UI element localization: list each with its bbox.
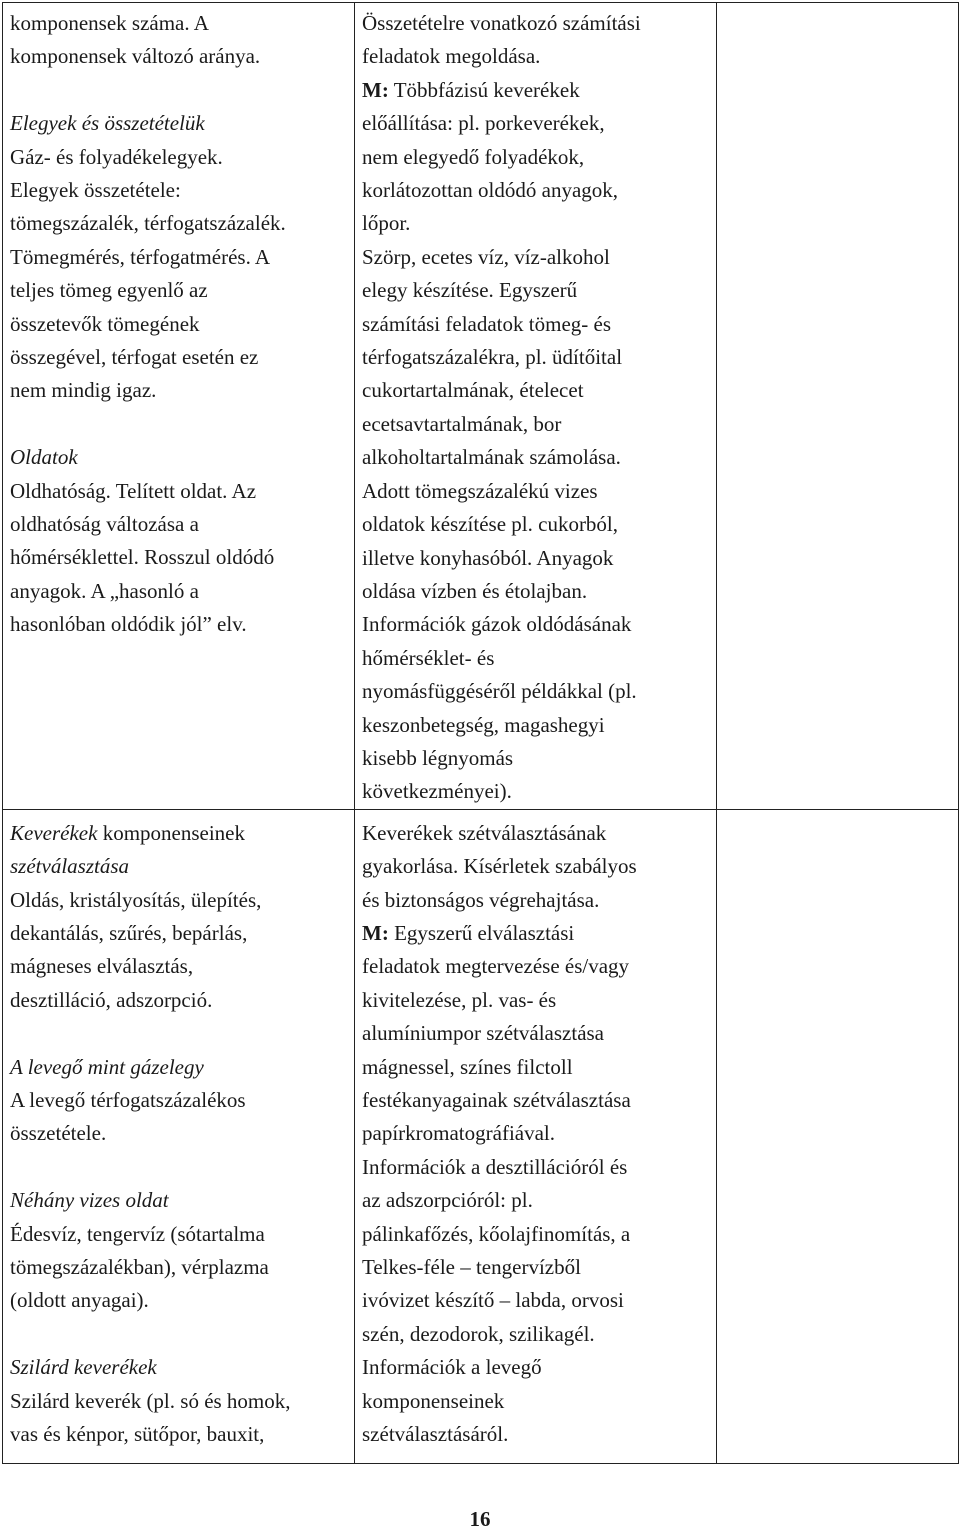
- line-text: komponenseinek: [362, 1388, 505, 1413]
- text-line: [362, 1117, 709, 1150]
- text-line: [362, 274, 709, 307]
- text-line: [10, 1284, 347, 1317]
- text-line: [362, 341, 709, 374]
- text-line: [10, 1251, 347, 1284]
- line-text: szétválasztásáról.: [362, 1422, 509, 1447]
- line-text: mágneses elválasztás,: [10, 954, 194, 979]
- text-line: [362, 374, 709, 407]
- line-text: Többfázisú keverékek: [388, 77, 580, 102]
- text-line: [362, 917, 709, 950]
- line-text: Információk a desztillációról és: [362, 1154, 628, 1179]
- text-line: [362, 850, 709, 883]
- curriculum-table: [2, 2, 959, 1464]
- line-text: lőpor.: [362, 211, 411, 236]
- line-text: következményei).: [362, 779, 512, 804]
- section-heading: [10, 1051, 347, 1084]
- line-text: A levegő mint gázelegy: [10, 1054, 204, 1079]
- page-number: 16: [469, 1507, 491, 1531]
- line-text: Oldatok: [10, 445, 78, 470]
- table-row: [3, 3, 959, 810]
- content-text: [3, 810, 354, 1452]
- text-line: [10, 40, 347, 73]
- line-text: alkoholtartalmának számolása.: [362, 445, 621, 470]
- activities-cell: [355, 809, 717, 1463]
- line-text: anyagok. A „hasonló a: [10, 578, 199, 603]
- text-line: [10, 575, 347, 608]
- content-cell: [3, 809, 355, 1463]
- blank-line: [10, 408, 347, 441]
- text-line: [362, 1184, 709, 1217]
- line-text: tömegszázalék, térfogatszázalék.: [10, 211, 286, 236]
- text-line: [10, 174, 347, 207]
- empty-cell: [717, 809, 959, 1463]
- text-line: [10, 374, 347, 407]
- line-text: Információk a levegő: [362, 1355, 542, 1380]
- text-line: [362, 1051, 709, 1084]
- line-text: előállítása: pl. porkeverékek,: [362, 111, 605, 136]
- line-text: kivitelezése, pl. vas- és: [362, 987, 557, 1012]
- line-text: desztilláció, adszorpció.: [10, 987, 213, 1012]
- line-text: összegével, térfogat esetén ez: [10, 345, 259, 370]
- line-text: ecetsavtartalmának, bor: [362, 411, 562, 436]
- line-text: Információk gázok oldódásának: [362, 612, 632, 637]
- line-text: Adott tömegszázalékú vizes: [362, 478, 598, 503]
- line-text: feladatok megtervezése és/vagy: [362, 954, 630, 979]
- line-text: Gáz- és folyadékelegyek.: [10, 144, 223, 169]
- text-line: [362, 408, 709, 441]
- line-text: tömegszázalékban), vérplazma: [10, 1255, 269, 1279]
- text-line: [362, 742, 709, 775]
- text-line: [10, 1218, 347, 1251]
- blank-line: [10, 1017, 347, 1050]
- line-text: Összetételre vonatkozó számítási: [362, 11, 641, 35]
- text-line: [362, 817, 709, 850]
- text-line: [362, 74, 709, 107]
- line-text: szén, dezodorok, szilikagél.: [362, 1321, 595, 1346]
- text-line: [10, 884, 347, 917]
- text-line: [362, 608, 709, 641]
- line-text: nem mindig igaz.: [10, 378, 157, 403]
- text-line: [362, 1351, 709, 1384]
- text-line: [10, 7, 347, 40]
- section-heading: [10, 441, 347, 474]
- activities-text: [355, 3, 716, 809]
- line-text: komponensek száma. A: [10, 11, 209, 35]
- text-line: [10, 141, 347, 174]
- blank-line: [10, 1318, 347, 1351]
- line-text: dekantálás, szűrés, bepárlás,: [10, 920, 248, 945]
- line-text: komponensek változó aránya.: [10, 44, 261, 69]
- text-line: [10, 917, 347, 950]
- section-heading: [10, 1184, 347, 1217]
- line-text: festékanyagainak szétválasztása: [362, 1088, 631, 1112]
- line-text: vas és kénpor, sütőpor, bauxit,: [10, 1422, 265, 1447]
- line-text: ivóvizet készítő – labda, orvosi: [362, 1288, 624, 1313]
- line-text: feladatok megoldása.: [362, 44, 541, 69]
- section-heading: [10, 1351, 347, 1384]
- table-row: [3, 809, 959, 1463]
- line-text: korlátozottan oldódó anyagok,: [362, 178, 619, 203]
- text-line: [362, 1084, 709, 1117]
- text-line: [10, 207, 347, 240]
- line-text: gyakorlása. Kísérletek szabályos: [362, 854, 637, 879]
- activities-cell: [355, 3, 717, 810]
- line-text: Szilárd keverék (pl. só és homok,: [10, 1388, 291, 1413]
- line-text: hasonlóban oldódik jól” elv.: [10, 612, 247, 637]
- text-line: [10, 241, 347, 274]
- line-text: Elegyek összetétele:: [10, 178, 181, 203]
- section-heading: Keverékek: [10, 820, 98, 845]
- text-line: [362, 1251, 709, 1284]
- content-cell: [3, 3, 355, 810]
- text-line: [362, 40, 709, 73]
- line-text: pálinkafőzés, kőolajfinomítás, a: [362, 1221, 631, 1246]
- text-line: [10, 341, 347, 374]
- bold-label: M:: [362, 920, 389, 945]
- text-line: [362, 207, 709, 240]
- line-text: Oldhatóság. Telített oldat. Az: [10, 478, 257, 503]
- text-line: [362, 1151, 709, 1184]
- text-line: [10, 608, 347, 641]
- text-line: [362, 508, 709, 541]
- activities-text: [355, 810, 716, 1452]
- line-text: Egyszerű elválasztási: [388, 920, 575, 945]
- line-text: Édesvíz, tengervíz (sótartalma: [10, 1221, 265, 1246]
- line-text: komponenseinek: [97, 820, 245, 845]
- text-line: [362, 542, 709, 575]
- line-text: cukortartalmának, ételecet: [362, 378, 584, 403]
- text-line: [10, 274, 347, 307]
- line-text: elegy készítése. Egyszerű: [362, 278, 578, 303]
- line-text: térfogatszázalékra, pl. üdítőital: [362, 345, 623, 370]
- text-line: [362, 675, 709, 708]
- text-line: [10, 508, 347, 541]
- line-text: illetve konyhasóból. Anyagok: [362, 545, 614, 570]
- text-line: [362, 241, 709, 274]
- text-line: [362, 775, 709, 808]
- empty-cell: [717, 3, 959, 810]
- line-text: hőmérséklet- és: [362, 645, 495, 670]
- line-text: nem elegyedő folyadékok,: [362, 144, 585, 169]
- line-text: kisebb légnyomás: [362, 745, 514, 770]
- text-line: [10, 475, 347, 508]
- line-text: (oldott anyagai).: [10, 1288, 149, 1313]
- line-text: papírkromatográfiával.: [362, 1121, 555, 1146]
- line-text: oldatok készítése pl. cukorból,: [362, 512, 619, 537]
- text-line: [362, 1017, 709, 1050]
- content-text: [3, 3, 354, 642]
- blank-line: [10, 1151, 347, 1184]
- bold-label: M:: [362, 77, 389, 102]
- text-line: [10, 1117, 347, 1150]
- text-line: [362, 1318, 709, 1351]
- line-text: oldása vízben és étolajban.: [362, 578, 588, 603]
- line-text: és biztonságos végrehajtása.: [362, 887, 600, 912]
- text-line: [362, 475, 709, 508]
- text-line: [362, 441, 709, 474]
- text-line: [362, 1418, 709, 1451]
- line-text: Néhány vizes oldat: [10, 1188, 169, 1213]
- line-text: nyomásfüggéséről példákkal (pl.: [362, 679, 637, 704]
- section-heading: [10, 107, 347, 140]
- text-line: [362, 642, 709, 675]
- text-line: [362, 575, 709, 608]
- line-text: Tömegmérés, térfogatmérés. A: [10, 244, 271, 269]
- line-text: Oldás, kristályosítás, ülepítés,: [10, 887, 262, 912]
- text-line: [362, 107, 709, 140]
- line-text: számítási feladatok tömeg- és: [362, 311, 611, 336]
- line-text: szétválasztása: [10, 854, 130, 879]
- text-line: [10, 541, 347, 574]
- text-line: [362, 7, 709, 40]
- line-text: keszonbetegség, magashegyi: [362, 712, 605, 737]
- text-line: [362, 308, 709, 341]
- text-line: [10, 1418, 347, 1451]
- text-line: [10, 817, 347, 850]
- text-line: [362, 1284, 709, 1317]
- text-line: [362, 709, 709, 742]
- line-text: teljes tömeg egyenlő az: [10, 278, 208, 303]
- line-text: Szörp, ecetes víz, víz-alkohol: [362, 244, 610, 269]
- text-line: [362, 1218, 709, 1251]
- text-line: [10, 950, 347, 983]
- line-text: alumíniumpor szétválasztása: [362, 1021, 605, 1046]
- text-line: [10, 1084, 347, 1117]
- text-line: [362, 884, 709, 917]
- line-text: A levegő térfogatszázalékos: [10, 1087, 246, 1112]
- text-line: [362, 174, 709, 207]
- line-text: mágnessel, színes filctoll: [362, 1054, 573, 1079]
- section-heading: [10, 850, 347, 883]
- line-text: összetétele.: [10, 1121, 107, 1146]
- text-line: [362, 141, 709, 174]
- text-line: [10, 308, 347, 341]
- line-text: Keverékek szétválasztásának: [362, 820, 607, 845]
- line-text: összetevők tömegének: [10, 311, 200, 336]
- blank-line: [10, 74, 347, 107]
- text-line: [362, 984, 709, 1017]
- line-text: az adszorpcióról: pl.: [362, 1188, 533, 1213]
- text-line: [362, 950, 709, 983]
- line-text: Telkes-féle – tengervízből: [362, 1255, 581, 1280]
- text-line: [362, 1385, 709, 1418]
- line-text: Elegyek és összetételük: [10, 111, 205, 136]
- line-text: hőmérséklettel. Rosszul oldódó: [10, 545, 275, 570]
- text-line: [10, 1385, 347, 1418]
- text-line: [10, 984, 347, 1017]
- line-text: oldhatóság változása a: [10, 512, 199, 537]
- line-text: Szilárd keverékek: [10, 1355, 157, 1380]
